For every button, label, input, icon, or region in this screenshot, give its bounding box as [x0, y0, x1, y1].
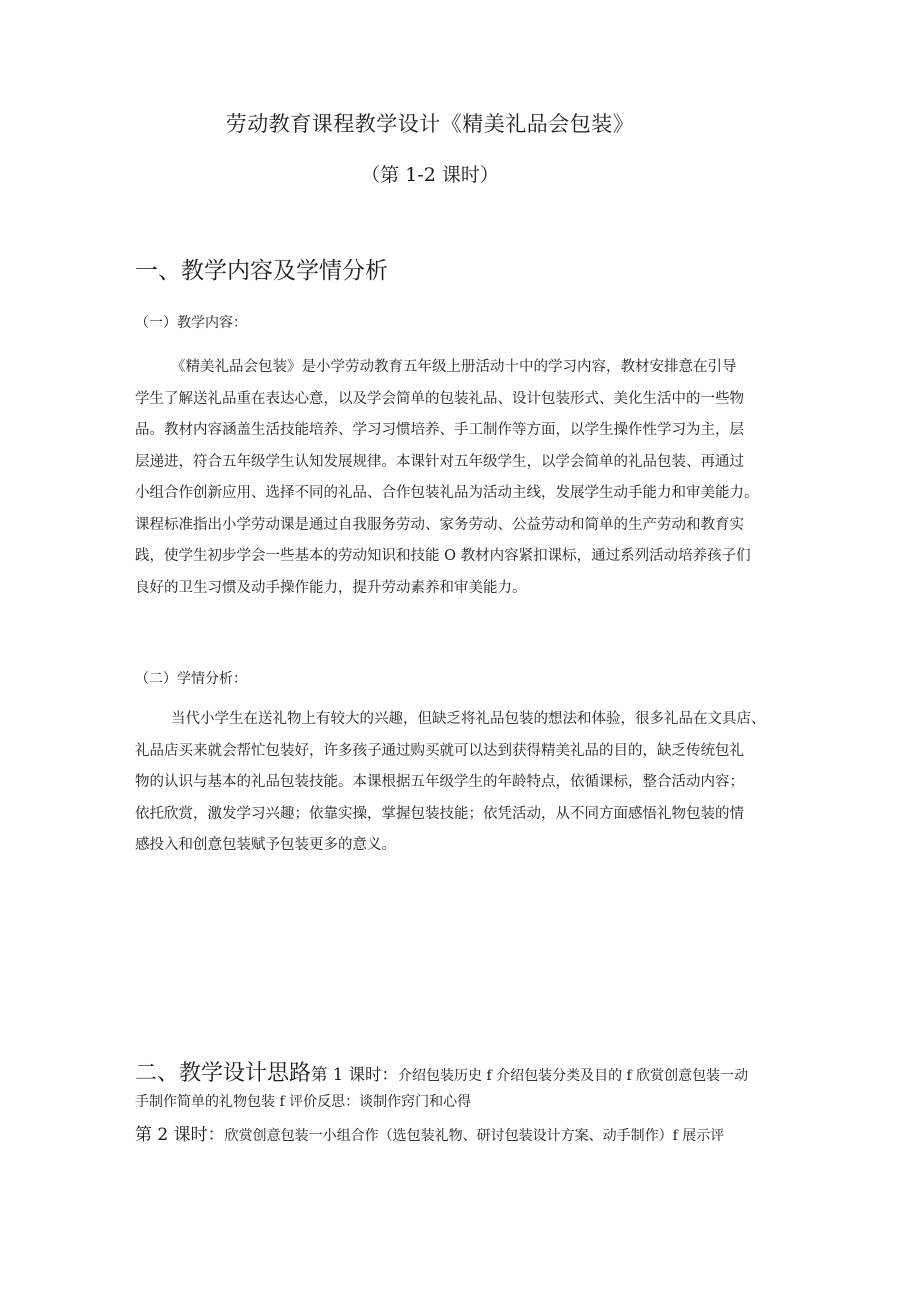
paragraph-line: 践，使学生初步学会一些基本的劳动知识和技能 O 教材内容紧扣课标，通过系列活动培养孩子们 — [135, 548, 751, 564]
paragraph-line: 依托欣赏，激发学习兴趣；依靠实操，掌握包装技能；依凭活动，从不同方面感悟礼物包装的情 — [135, 805, 744, 822]
lesson-1-label: 第 1 课时： — [311, 1065, 399, 1084]
teaching-content-paragraph — [135, 352, 785, 604]
paragraph-line: 课程标准指出小学劳动课是通过自我服务劳动、家务劳动、公益劳动和简单的生产劳动和教育实 — [135, 516, 744, 533]
paragraph-line: 层递进，符合五年级学生认知发展规律。本课针对五年级学生，以学会简单的礼品包装、再通过 — [135, 453, 744, 470]
section-2-heading: 二、教学设计思路 — [135, 1061, 312, 1086]
paragraph-line: 当代小学生在送礼物上有较大的兴趣，但缺乏将礼品包装的想法和体验，很多礼品在文具店、 — [171, 711, 766, 727]
paragraph-line: 品。教材内容涵盖生活技能培养、学习习惯培养、手工制作等方面，以学生操作性学习为主，层 — [135, 422, 744, 438]
paragraph-line: 礼品店买来就会帮忙包装好，许多孩子通过购买就可以达到获得精美礼品的目的，缺乏传统包礼 — [135, 742, 744, 759]
lesson-1-text: 介绍包装历史 f 介绍包装分类及目的 f 欣赏创意包装一动 — [398, 1068, 749, 1084]
document-subtitle: （第 1-2 课时） — [361, 164, 499, 186]
lesson-2-label: 第 2 课时： — [135, 1125, 225, 1145]
lesson-1-text-continued: 手制作简单的礼物包装 f 评价反思：谈制作窍门和心得 — [135, 1094, 472, 1110]
subsection-1-heading: （一）教学内容： — [135, 315, 247, 331]
lesson-2-block — [135, 1120, 724, 1145]
subsection-2-heading: （二）学情分析： — [135, 671, 247, 687]
paragraph-line: 良好的卫生习惯及动手操作能力，提升劳动素养和审美能力。 — [135, 579, 527, 596]
lesson-2-text: 欣赏创意包装一小组合作（选包装礼物、研讨包装设计方案、动手制作）f 展示评 — [224, 1128, 725, 1144]
paragraph-line: 感投入和创意包装赋予包装更多的意义。 — [135, 837, 396, 853]
paragraph-line: 小组合作创新应用、选择不同的礼品、合作包装礼品为活动主线，发展学生动手能力和审美能力。 — [135, 485, 759, 501]
document-title: 劳动教育课程教学设计《精美礼品会包装》 — [225, 112, 635, 136]
learner-analysis-paragraph — [135, 704, 785, 862]
section-2-block — [135, 1062, 748, 1114]
section-1-heading: 一、教学内容及学情分析 — [135, 258, 388, 284]
paragraph-line: 《精美礼品会包装》是小学劳动教育五年级上册活动十中的学习内容，教材安排意在引导 — [171, 359, 737, 375]
paragraph-line: 学生了解送礼品重在表达心意，以及学会简单的包装礼品、设计包装形式、美化生活中的一些物 — [135, 390, 744, 407]
paragraph-line: 物的认识与基本的礼品包装技能。本课根据五年级学生的年龄特点，依循课标，整合活动内容； — [135, 774, 744, 790]
